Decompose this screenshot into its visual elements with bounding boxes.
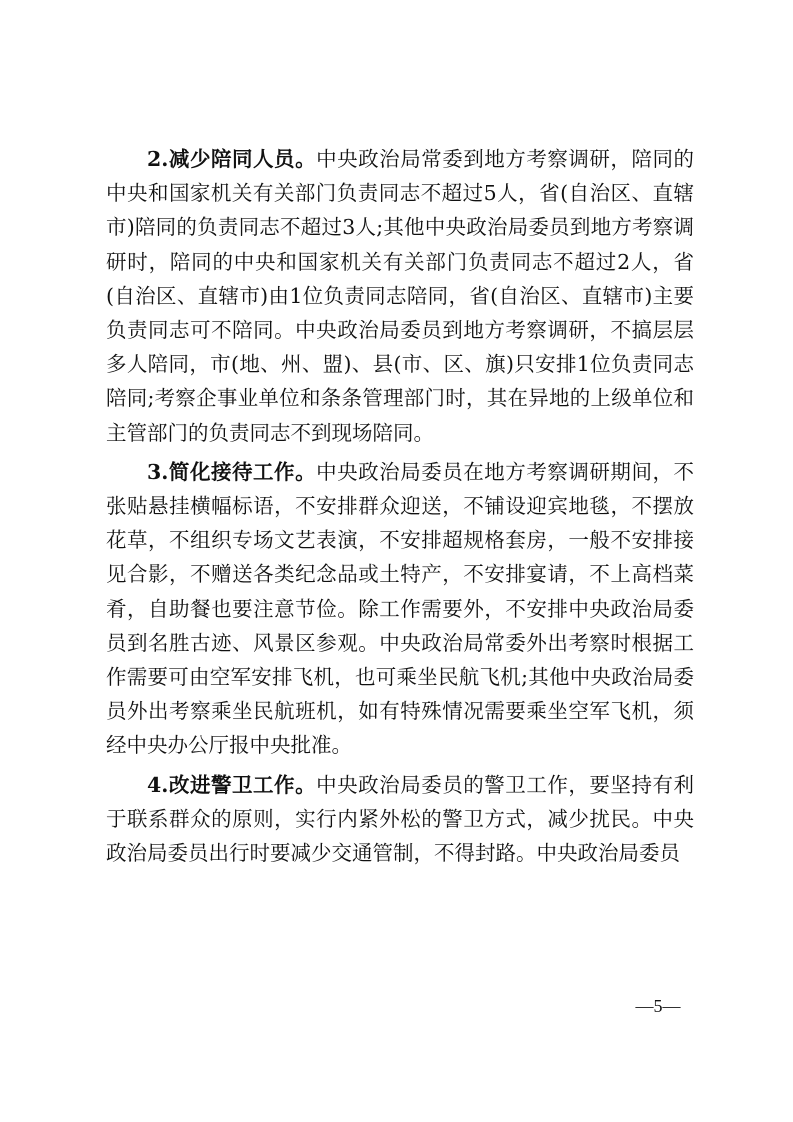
paragraph-text: 中央政治局委员在地方考察调研期间，不张贴悬挂横幅标语，不安排群众迎送，不铺设迎宾地毯，不摆放花草，不组织专场文艺表演，不安排超规格套房，一般不安排接见合影，不赠送各类纪念品或土特产，不安排宴请，不上高档菜肴，自助餐也要注意节俭。除工作需要外，不安排中央政治局委员到名胜古迹、风景区参观。中央政治局常委外出考察时根据工作需要可由空军安排飞机，也可乘坐民航飞机;其他中央政治局委员外出考察乘坐民航班机，如有特殊情况需要乘坐空军飞机，须经中央办公厅报中央批准。 <box>106 459 694 758</box>
paragraph-simplify-reception <box>106 455 694 763</box>
paragraph-text: 中央政治局常委到地方考察调研，陪同的中央和国家机关有关部门负责同志不超过5人，省(自治区、直辖市)陪同的负责同志不超过3人;其他中央政治局委员到地方考察调研时，陪同的中央和国家机关有关部门负责同志不超过2人，省(自治区、直辖市)由1位负责同志陪同，省(自治区、直辖市)主要负责同志可不陪同。中央政治局委员到地方考察调研，不搞层层多人陪同，市(地、州、盟)、县(市、区、旗)只安排1位负责同志陪同;考察企事业单位和条条管理部门时，其在异地的上级单位和主管部门的负责同志不到现场陪同。 <box>106 147 694 445</box>
section-heading: 2.减少陪同人员。 <box>147 147 317 171</box>
paragraph-reduce-escorts <box>106 142 694 450</box>
page-number: —5— <box>635 996 681 1016</box>
paragraph-improve-security <box>106 768 694 871</box>
document-body <box>106 142 694 875</box>
section-heading: 3.简化接待工作。 <box>147 459 317 484</box>
section-heading: 4.改进警卫工作。 <box>147 772 317 797</box>
paragraph-text: 中央政治局委员的警卫工作，要坚持有利于联系群众的原则，实行内紧外松的警卫方式，减少扰民。中央政治局委员出行时要减少交通管制，不得封路。中央政治局委员 <box>106 772 694 866</box>
